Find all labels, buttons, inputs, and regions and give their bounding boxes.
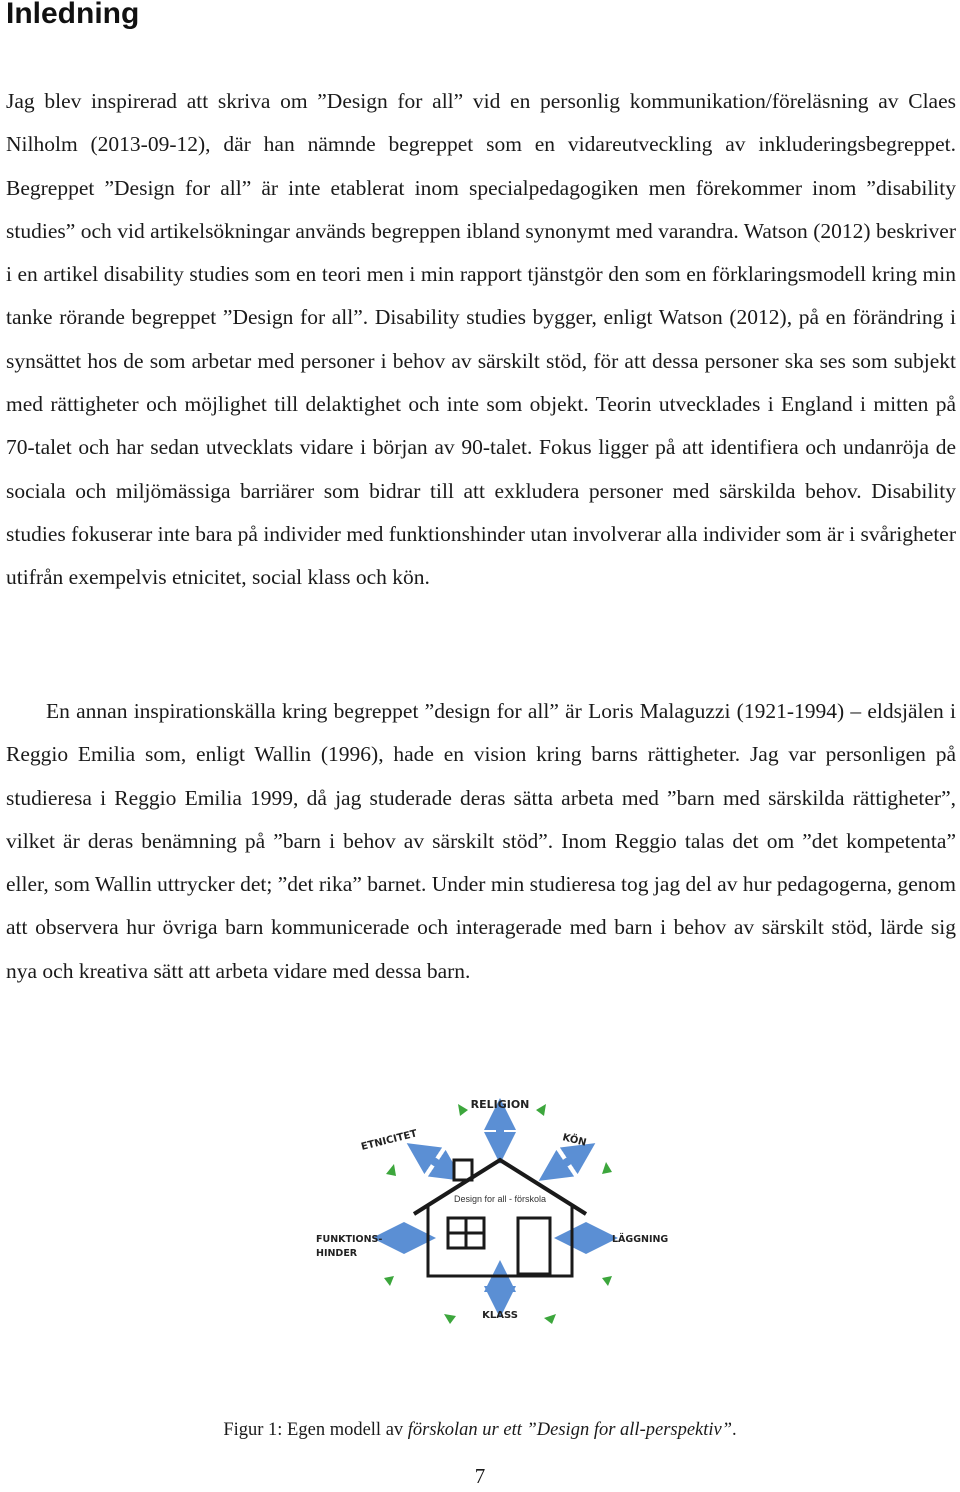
design-for-all-figure <box>300 1090 680 1330</box>
caption-suffix: . <box>732 1420 737 1440</box>
label-klass: KLASS <box>482 1310 518 1321</box>
arrow-etnicitet <box>420 1152 450 1172</box>
label-funktionshinder-1: FUNKTIONS- <box>316 1234 383 1245</box>
house-icon <box>414 1160 586 1276</box>
figure-caption <box>0 1420 960 1441</box>
label-laggning: LÄGGNING <box>612 1234 669 1245</box>
caption-italic: förskolan ur ett ”Design for all-perspektiv” <box>407 1420 733 1440</box>
house-sign: Design for all - förskola <box>453 1194 547 1204</box>
arrow-kon <box>552 1152 582 1172</box>
section-heading: Inledning <box>6 0 140 30</box>
house-model-diagram <box>300 1090 680 1330</box>
label-funktionshinder-2: HINDER <box>316 1248 358 1259</box>
label-kon: KÖN <box>561 1132 588 1149</box>
page-number: 7 <box>474 1464 486 1488</box>
paragraph-2: En annan inspirationskälla kring begreppet ”design for all” är Loris Malaguzzi (1921-1994) – eldsjälen i Reggio Emilia som, enligt Wallin (1996), hade en vision kring barns rättigheter. Jag var personligen på studieresa i Reggio Emilia 1999, då jag studerade deras sätta arbeta med ”barn med särskilda rättigheter”, vilket är deras benämning på ”barn i behov av särskilt stöd”. Inom Reggio talas det om ”det kompetenta” eller, som Wallin uttrycker det; ”det rika” barnet. Under min studieresa tog jag del av hur pedagogerna, genom att observera hur övriga barn kommunicerade och interagerade med barn i behov av särskilt stöd, lärde sig nya och kreativa sätt att arbeta vidare med dessa barn. <box>6 699 956 983</box>
paragraph-1: Jag blev inspirerad att skriva om ”Design for all” vid en personlig kommunikation/föreläsning av Claes Nilholm (2013-09-12), där han nämnde begreppet som en vidareutveckling av inkluderingsbegreppet. Begreppet ”Design for all” är inte etablerat inom specialpedagogiken men förekommer inom ”disability studies” och vid artikelsökningar används begreppen ibland synonymt med varandra. Watson (2012) beskriver i en artikel disability studies som en teori men i min rapport tjänstgör den som en förklaringsmodell kring min tanke rörande begreppet ”Design for all”. Disability studies bygger, enligt Watson (2012), på en förändring i synsättet hos de som arbetar med personer i behov av särskilt stöd, för att dessa personer ska ses som subjekt med rättigheter och möjlighet till delaktighet och inte som objekt. Teorin utvecklades i England i mitten på 70-talet och har sedan utvecklats vidare i början av 90-talet. Fokus ligger på att identifiera och undanröja de sociala och miljömässiga barriärer som bidrar till att exkludera personer med särskilda behov. Disability studies fokuserar inte bara på individer med funktionshinder utan involverar alla individer som är i svårigheter utifrån exempelvis etnicitet, social klass och kön. <box>6 89 956 590</box>
label-etnicitet: ETNICITET <box>360 1128 419 1153</box>
caption-prefix: Figur 1: Egen modell av <box>223 1420 408 1440</box>
label-religion: RELIGION <box>470 1098 530 1111</box>
